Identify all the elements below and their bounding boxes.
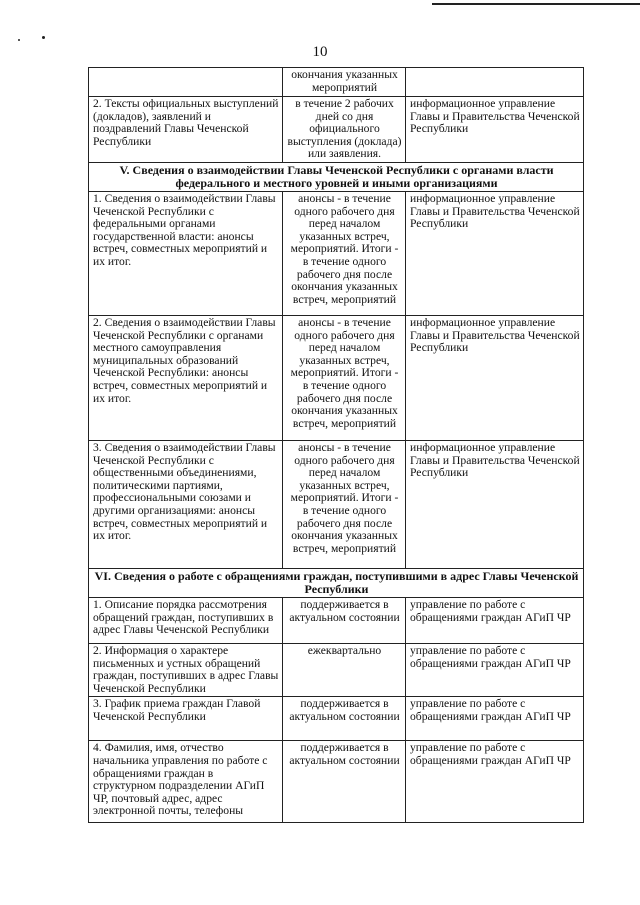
responsible-cell	[406, 440, 584, 568]
responsible-cell-text: управление по работе с обращениями граждан АГиП ЧР	[410, 597, 571, 624]
frequency-cell-text: анонсы - в течение одного рабочего дня перед началом указанных встреч, мероприятий. Итоги - в течение одного рабочего дня после окончания указанных встреч, мероприятий	[290, 315, 399, 430]
info-item-cell	[89, 597, 283, 643]
responsible-cell	[406, 191, 584, 315]
info-item-cell	[89, 191, 283, 315]
info-item-cell-text: 2. Сведения о взаимодействии Главы Чеченской Республики с органами местного самоуправления муниципальных образований Чеченской Республики: анонсы встреч, совместных мероприятий и их итог.	[93, 315, 276, 405]
scan-top-rule	[432, 3, 640, 5]
responsible-cell-text: информационное управление Главы и Правительства Чеченской Республики	[410, 191, 580, 231]
info-item-cell	[89, 741, 283, 823]
info-item-cell-text: 4. Фамилия, имя, отчество начальника управления по работе с обращениями граждан в структурном подразделении АГиП ЧР, почтовый адрес, адрес электронной почты, телефоны	[93, 741, 268, 818]
frequency-cell	[283, 741, 406, 823]
frequency-cell	[283, 68, 406, 97]
document-table-body	[89, 68, 584, 823]
document-table	[88, 67, 584, 823]
responsible-cell-text: управление по работе с обращениями граждан АГиП ЧР	[410, 643, 571, 670]
frequency-cell-text: окончания указанных мероприятий	[291, 68, 398, 94]
frequency-cell-text: анонсы - в течение одного рабочего дня перед началом указанных встреч, мероприятий. Итоги - в течение одного рабочего дня после окончания указанных встреч, мероприятий	[290, 440, 399, 555]
table-row	[89, 68, 584, 97]
section-header-row	[89, 568, 584, 597]
responsible-cell	[406, 741, 584, 823]
responsible-cell-text: управление по работе с обращениями граждан АГиП ЧР	[410, 697, 571, 723]
table-row	[89, 440, 584, 568]
info-item-cell	[89, 68, 283, 97]
info-item-cell	[89, 97, 283, 163]
frequency-cell	[283, 315, 406, 440]
info-item-cell	[89, 315, 283, 440]
info-item-cell-text: 1. Сведения о взаимодействии Главы Чеченской Республики с федеральными органами государственной власти: анонсы встреч, совместных мероприятий и их итог.	[93, 191, 276, 268]
info-item-cell	[89, 643, 283, 696]
table-row	[89, 597, 584, 643]
responsible-cell	[406, 697, 584, 741]
frequency-cell	[283, 643, 406, 696]
responsible-cell	[406, 597, 584, 643]
frequency-cell-text: в течение 2 рабочих дней со дня официального выступления (доклада) или заявления.	[287, 97, 402, 161]
info-item-cell-text: 3. Сведения о взаимодействии Главы Чеченской Республики с общественными объединениями, политическими партиями, профессиональными союзами и другими организациями: анонсы встреч, совместных мероприятий и их итог.	[93, 440, 276, 543]
responsible-cell-text: информационное управление Главы и Правительства Чеченской Республики	[410, 440, 580, 480]
page-number: 10	[312, 44, 328, 60]
info-item-cell-text: 1. Описание порядка рассмотрения обращений граждан, поступивших в адрес Главы Чеченской Республики	[93, 597, 274, 637]
responsible-cell-text: управление по работе с обращениями граждан АГиП ЧР	[410, 741, 571, 767]
frequency-cell-text: анонсы - в течение одного рабочего дня перед началом указанных встреч, мероприятий. Итоги - в течение одного рабочего дня после окончания указанных встреч, мероприятий	[290, 191, 399, 306]
frequency-cell	[283, 440, 406, 568]
table-row	[89, 191, 584, 315]
section-title: V. Сведения о взаимодействии Главы Чеченской Республики с органами власти федерального и местного уровней и иными организациями	[89, 162, 584, 191]
info-item-cell-text: 2. Тексты официальных выступлений (докладов), заявлений и поздравлений Главы Чеченской Республики	[93, 97, 279, 148]
info-item-cell-text: 2. Информация о характере письменных и устных обращений граждан, поступивших в адрес Главы Чеченской Республики	[93, 643, 279, 695]
responsible-cell	[406, 315, 584, 440]
responsible-cell-text: информационное управление Главы и Правительства Чеченской Республики	[410, 97, 580, 136]
responsible-cell	[406, 643, 584, 696]
scan-speck	[18, 39, 20, 41]
table-row	[89, 741, 584, 823]
frequency-cell	[283, 97, 406, 163]
info-item-cell	[89, 440, 283, 568]
section-header-row	[89, 162, 584, 191]
table-row	[89, 97, 584, 163]
frequency-cell-text: поддерживается в актуальном состоянии	[289, 741, 400, 767]
responsible-cell	[406, 68, 584, 97]
info-item-cell	[89, 697, 283, 741]
table-row	[89, 315, 584, 440]
info-item-cell-text: 3. График приема граждан Главой Чеченской Республики	[93, 697, 261, 723]
frequency-cell-text: поддерживается в актуальном состоянии	[289, 697, 400, 723]
frequency-cell	[283, 191, 406, 315]
responsible-cell	[406, 97, 584, 163]
section-title: VI. Сведения о работе с обращениями граждан, поступившими в адрес Главы Чеченской Республики	[89, 568, 584, 597]
responsible-cell-text: информационное управление Главы и Правительства Чеченской Республики	[410, 315, 580, 355]
frequency-cell-text: поддерживается в актуальном состоянии	[289, 597, 400, 624]
frequency-cell	[283, 597, 406, 643]
table-row	[89, 697, 584, 741]
scan-speck	[42, 36, 45, 39]
frequency-cell-text: ежеквартально	[307, 643, 382, 657]
table-row	[89, 643, 584, 696]
frequency-cell	[283, 697, 406, 741]
